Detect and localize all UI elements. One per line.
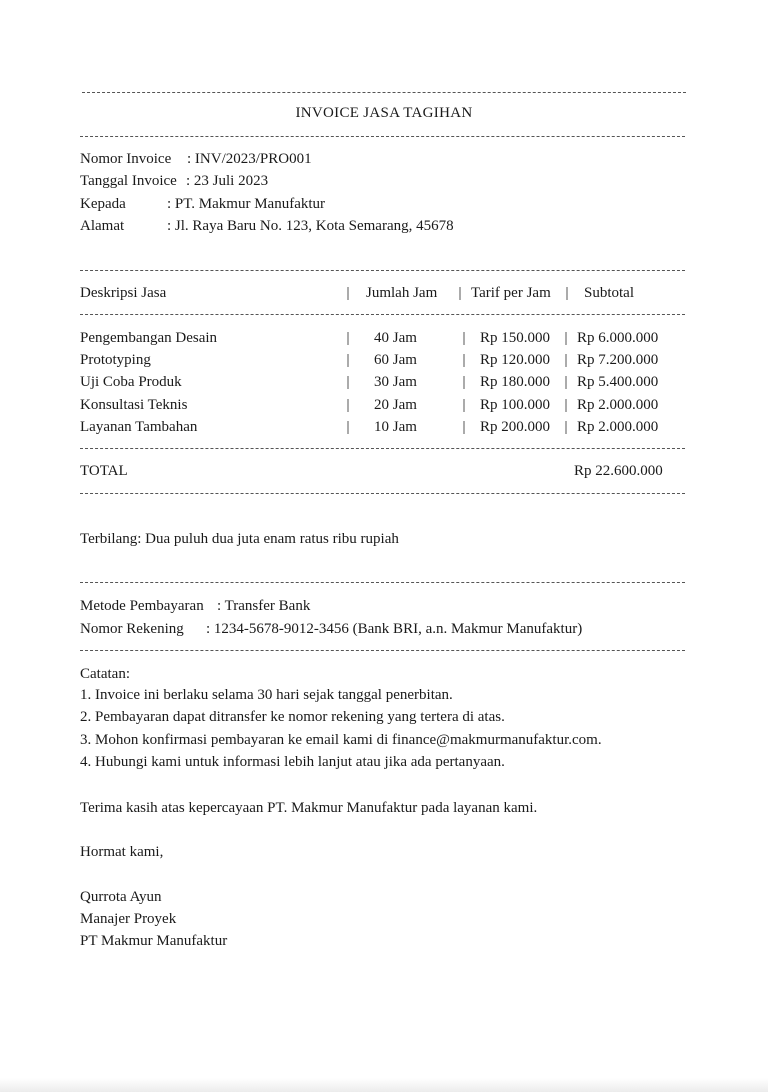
column-separator: | bbox=[462, 397, 466, 413]
row-hours: 10 Jam bbox=[374, 419, 417, 435]
column-separator: | bbox=[564, 374, 568, 390]
account-number-value: : 1234-5678-9012-3456 (Bank BRI, a.n. Makmur Manufaktur) bbox=[206, 621, 583, 637]
divider bbox=[80, 270, 685, 271]
row-subtotal: Rp 5.400.000 bbox=[577, 374, 659, 390]
row-rate: Rp 180.000 bbox=[480, 374, 551, 390]
row-rate: Rp 200.000 bbox=[480, 419, 551, 435]
column-separator: | bbox=[458, 285, 462, 301]
meta-label-invoice-number: Nomor Invoice bbox=[80, 151, 172, 167]
signatory-name: Qurrota Ayun bbox=[80, 889, 162, 905]
amount-in-words: Terbilang: Dua puluh dua juta enam ratus ribu rupiah bbox=[80, 531, 399, 547]
total-label: TOTAL bbox=[80, 463, 128, 479]
row-description: Uji Coba Produk bbox=[80, 374, 182, 390]
column-separator: | bbox=[564, 330, 568, 346]
meta-value-invoice-number: : INV/2023/PRO001 bbox=[187, 151, 312, 167]
closing-salutation: Hormat kami, bbox=[80, 844, 164, 860]
divider bbox=[80, 136, 685, 137]
row-description: Layanan Tambahan bbox=[80, 419, 198, 435]
column-separator: | bbox=[564, 352, 568, 368]
table-header-hours: Jumlah Jam bbox=[366, 285, 438, 301]
invoice-title: INVOICE JASA TAGIHAN bbox=[295, 105, 473, 121]
meta-value-recipient: : PT. Makmur Manufaktur bbox=[167, 196, 326, 212]
page-bottom-edge bbox=[0, 1078, 768, 1092]
column-separator: | bbox=[564, 397, 568, 413]
divider bbox=[80, 314, 685, 315]
column-separator: | bbox=[462, 330, 466, 346]
row-subtotal: Rp 7.200.000 bbox=[577, 352, 659, 368]
column-separator: | bbox=[346, 419, 350, 435]
row-rate: Rp 150.000 bbox=[480, 330, 551, 346]
divider bbox=[82, 92, 686, 93]
meta-value-invoice-date: : 23 Juli 2023 bbox=[186, 173, 269, 189]
row-hours: 60 Jam bbox=[374, 352, 417, 368]
divider bbox=[80, 493, 685, 494]
row-description: Pengembangan Desain bbox=[80, 330, 218, 346]
signatory-company: PT Makmur Manufaktur bbox=[80, 933, 228, 949]
table-header-subtotal: Subtotal bbox=[584, 285, 635, 301]
column-separator: | bbox=[462, 419, 466, 435]
note-item: 3. Mohon konfirmasi pembayaran ke email kami di finance@makmurmanufaktur.com. bbox=[80, 732, 602, 748]
column-separator: | bbox=[346, 374, 350, 390]
column-separator: | bbox=[346, 352, 350, 368]
column-separator: | bbox=[346, 397, 350, 413]
meta-label-invoice-date: Tanggal Invoice bbox=[80, 173, 177, 189]
meta-label-recipient: Kepada bbox=[80, 196, 126, 212]
divider bbox=[80, 582, 685, 583]
divider bbox=[80, 448, 685, 449]
row-subtotal: Rp 2.000.000 bbox=[577, 397, 659, 413]
row-hours: 20 Jam bbox=[374, 397, 417, 413]
payment-method-value: : Transfer Bank bbox=[217, 598, 311, 614]
column-separator: | bbox=[564, 419, 568, 435]
note-item: 4. Hubungi kami untuk informasi lebih lanjut atau jika ada pertanyaan. bbox=[80, 754, 505, 770]
account-number-label: Nomor Rekening bbox=[80, 621, 184, 637]
column-separator: | bbox=[346, 285, 350, 301]
meta-label-address: Alamat bbox=[80, 218, 125, 234]
row-hours: 30 Jam bbox=[374, 374, 417, 390]
row-hours: 40 Jam bbox=[374, 330, 417, 346]
note-item: 2. Pembayaran dapat ditransfer ke nomor rekening yang tertera di atas. bbox=[80, 709, 505, 725]
row-description: Konsultasi Teknis bbox=[80, 397, 188, 413]
meta-value-address: : Jl. Raya Baru No. 123, Kota Semarang, 45678 bbox=[167, 218, 454, 234]
table-header-rate: Tarif per Jam bbox=[471, 285, 551, 301]
note-item: 1. Invoice ini berlaku selama 30 hari sejak tanggal penerbitan. bbox=[80, 687, 453, 703]
column-separator: | bbox=[346, 330, 350, 346]
column-separator: | bbox=[462, 374, 466, 390]
divider bbox=[80, 650, 685, 651]
row-rate: Rp 120.000 bbox=[480, 352, 551, 368]
column-separator: | bbox=[565, 285, 569, 301]
row-subtotal: Rp 6.000.000 bbox=[577, 330, 659, 346]
column-separator: | bbox=[462, 352, 466, 368]
total-amount: Rp 22.600.000 bbox=[574, 463, 663, 479]
row-description: Prototyping bbox=[80, 352, 151, 368]
notes-heading: Catatan: bbox=[80, 666, 130, 682]
row-subtotal: Rp 2.000.000 bbox=[577, 419, 659, 435]
signatory-position: Manajer Proyek bbox=[80, 911, 177, 927]
row-rate: Rp 100.000 bbox=[480, 397, 551, 413]
table-header-description: Deskripsi Jasa bbox=[80, 285, 167, 301]
payment-method-label: Metode Pembayaran bbox=[80, 598, 204, 614]
thank-you-message: Terima kasih atas kepercayaan PT. Makmur Manufaktur pada layanan kami. bbox=[80, 800, 538, 816]
